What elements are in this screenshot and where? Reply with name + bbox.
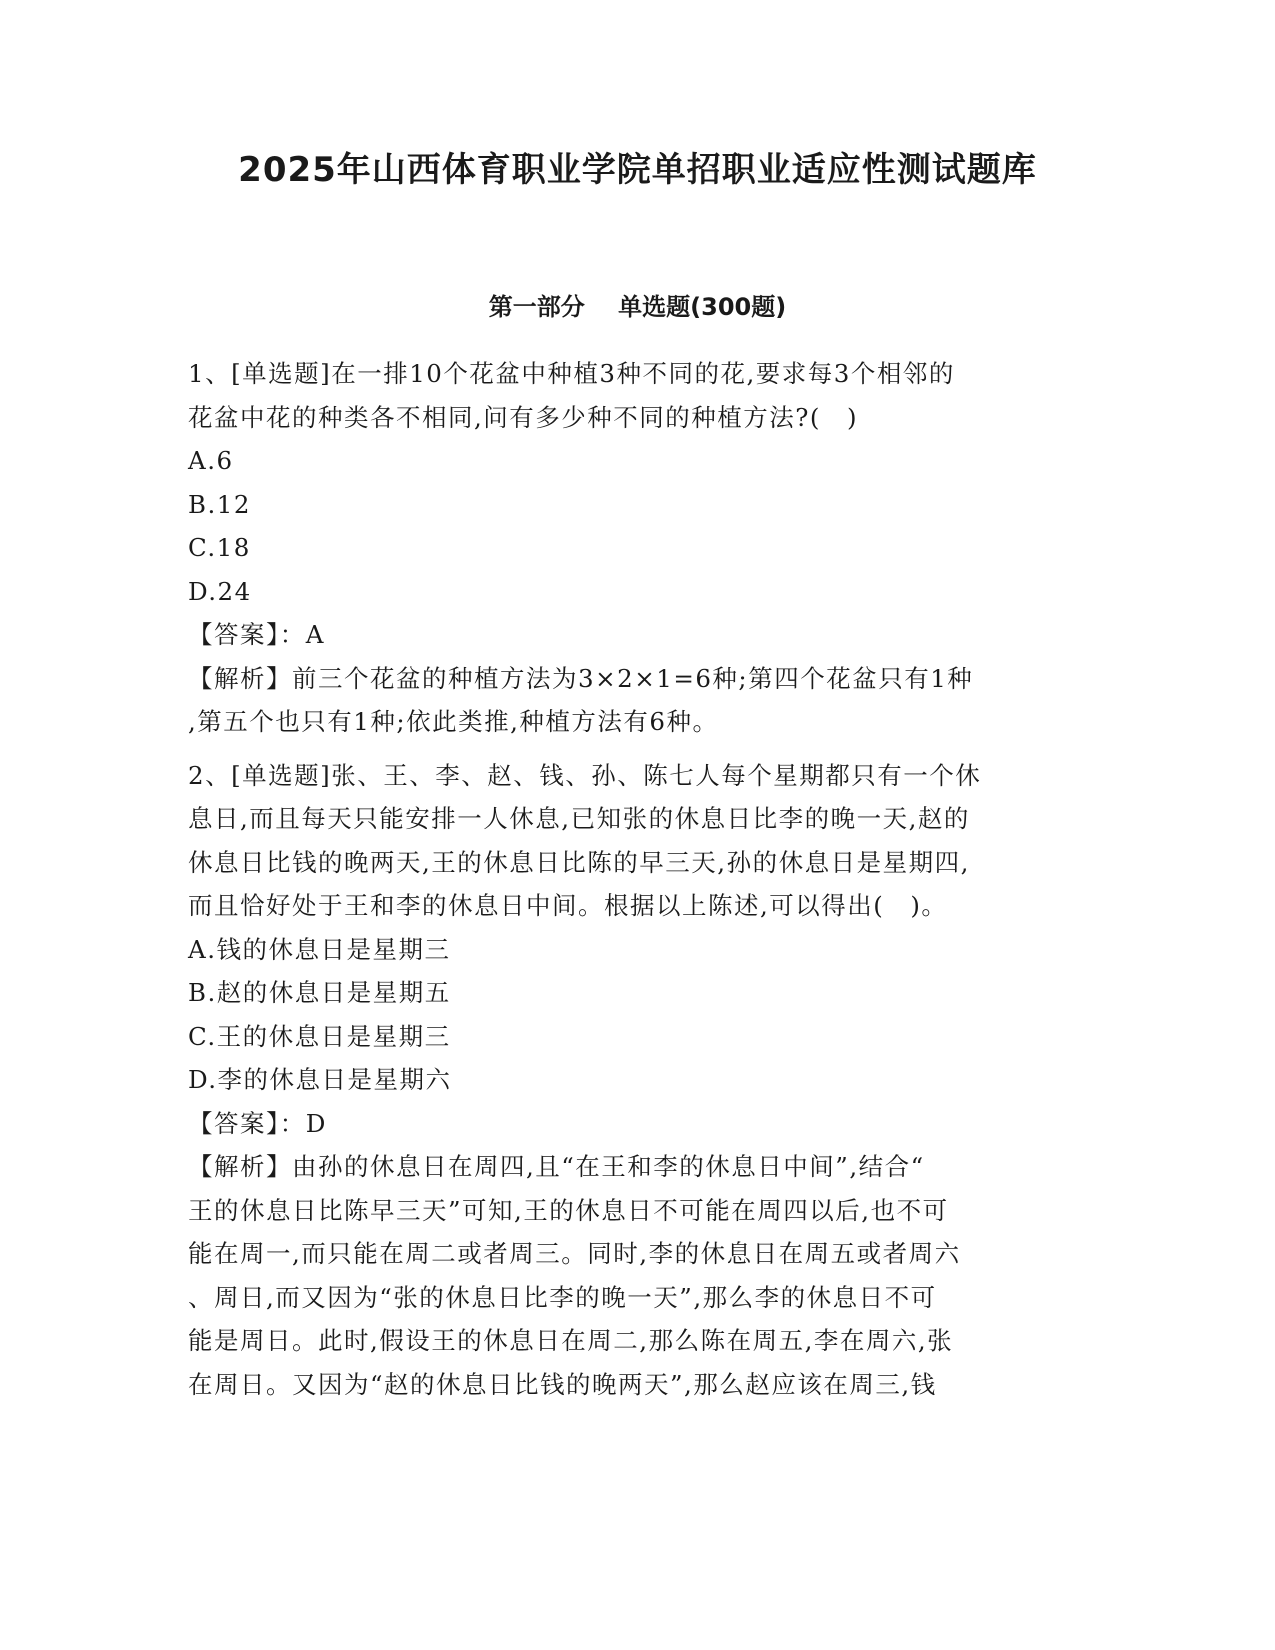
question-stem-line: 花盆中花的种类各不相同,问有多少种不同的种植方法?( ) (188, 402, 859, 432)
analysis-line: 、周日,而又因为“张的休息日比李的晚一天”,那么李的休息日不可 (188, 1282, 937, 1312)
option-b: B.赵的休息日是星期五 (188, 978, 451, 1007)
question-stem-line: 2、[单选题]张、王、李、赵、钱、孙、陈七人每个星期都只有一个休 (188, 760, 982, 790)
question-stem-line: 而且恰好处于王和李的休息日中间。根据以上陈述,可以得出( )。 (188, 891, 948, 920)
document-title: 2025年山西体育职业学院单招职业适应性测试题库 (238, 150, 1037, 190)
option-a: A.钱的休息日是星期三 (188, 934, 451, 964)
answer-line: 【答案】：D (188, 1108, 327, 1138)
question-stem-line: 休息日比钱的晚两天,王的休息日比陈的早三天,孙的休息日是星期四, (188, 847, 970, 877)
option-b: B.12 (188, 489, 251, 519)
analysis-line: 在周日。又因为“赵的休息日比钱的晚两天”,那么赵应该在周三,钱 (188, 1369, 937, 1399)
analysis-line: 【解析】前三个花盆的种植方法为3×2×1=6种;第四个花盆只有1种 (188, 663, 974, 693)
option-a: A.6 (188, 446, 234, 475)
analysis-line: ,第五个也只有1种;依此类推,种植方法有6种。 (188, 707, 719, 736)
analysis-line: 能在周一,而只能在周二或者周三。同时,李的休息日在周五或者周六 (188, 1239, 961, 1268)
question-stem-line: 息日,而且每天只能安排一人休息,已知张的休息日比李的晚一天,赵的 (188, 804, 970, 833)
analysis-line: 能是周日。此时,假设王的休息日在周二,那么陈在周五,李在周六,张 (188, 1326, 954, 1355)
analysis-line: 【解析】由孙的休息日在周四,且“在王和李的休息日中间”,结合“ (188, 1152, 925, 1181)
question-2 (188, 754, 1068, 1407)
option-d: D.24 (188, 576, 252, 606)
option-c: C.王的休息日是星期三 (188, 1021, 451, 1051)
question-gap (188, 744, 1068, 754)
analysis-line: 王的休息日比陈早三天”可知,王的休息日不可能在周四以后,也不可 (188, 1195, 949, 1225)
answer-line: 【答案】：A (188, 620, 325, 649)
option-d: D.李的休息日是星期六 (188, 1065, 452, 1094)
option-c: C.18 (188, 533, 251, 562)
question-1 (188, 352, 1068, 744)
question-stem-line: 1、[单选题]在一排10个花盆中种植3种不同的花,要求每3个相邻的 (188, 359, 955, 388)
question-list (188, 352, 1068, 1406)
section-title: 第一部分 单选题(300题) (488, 293, 787, 321)
